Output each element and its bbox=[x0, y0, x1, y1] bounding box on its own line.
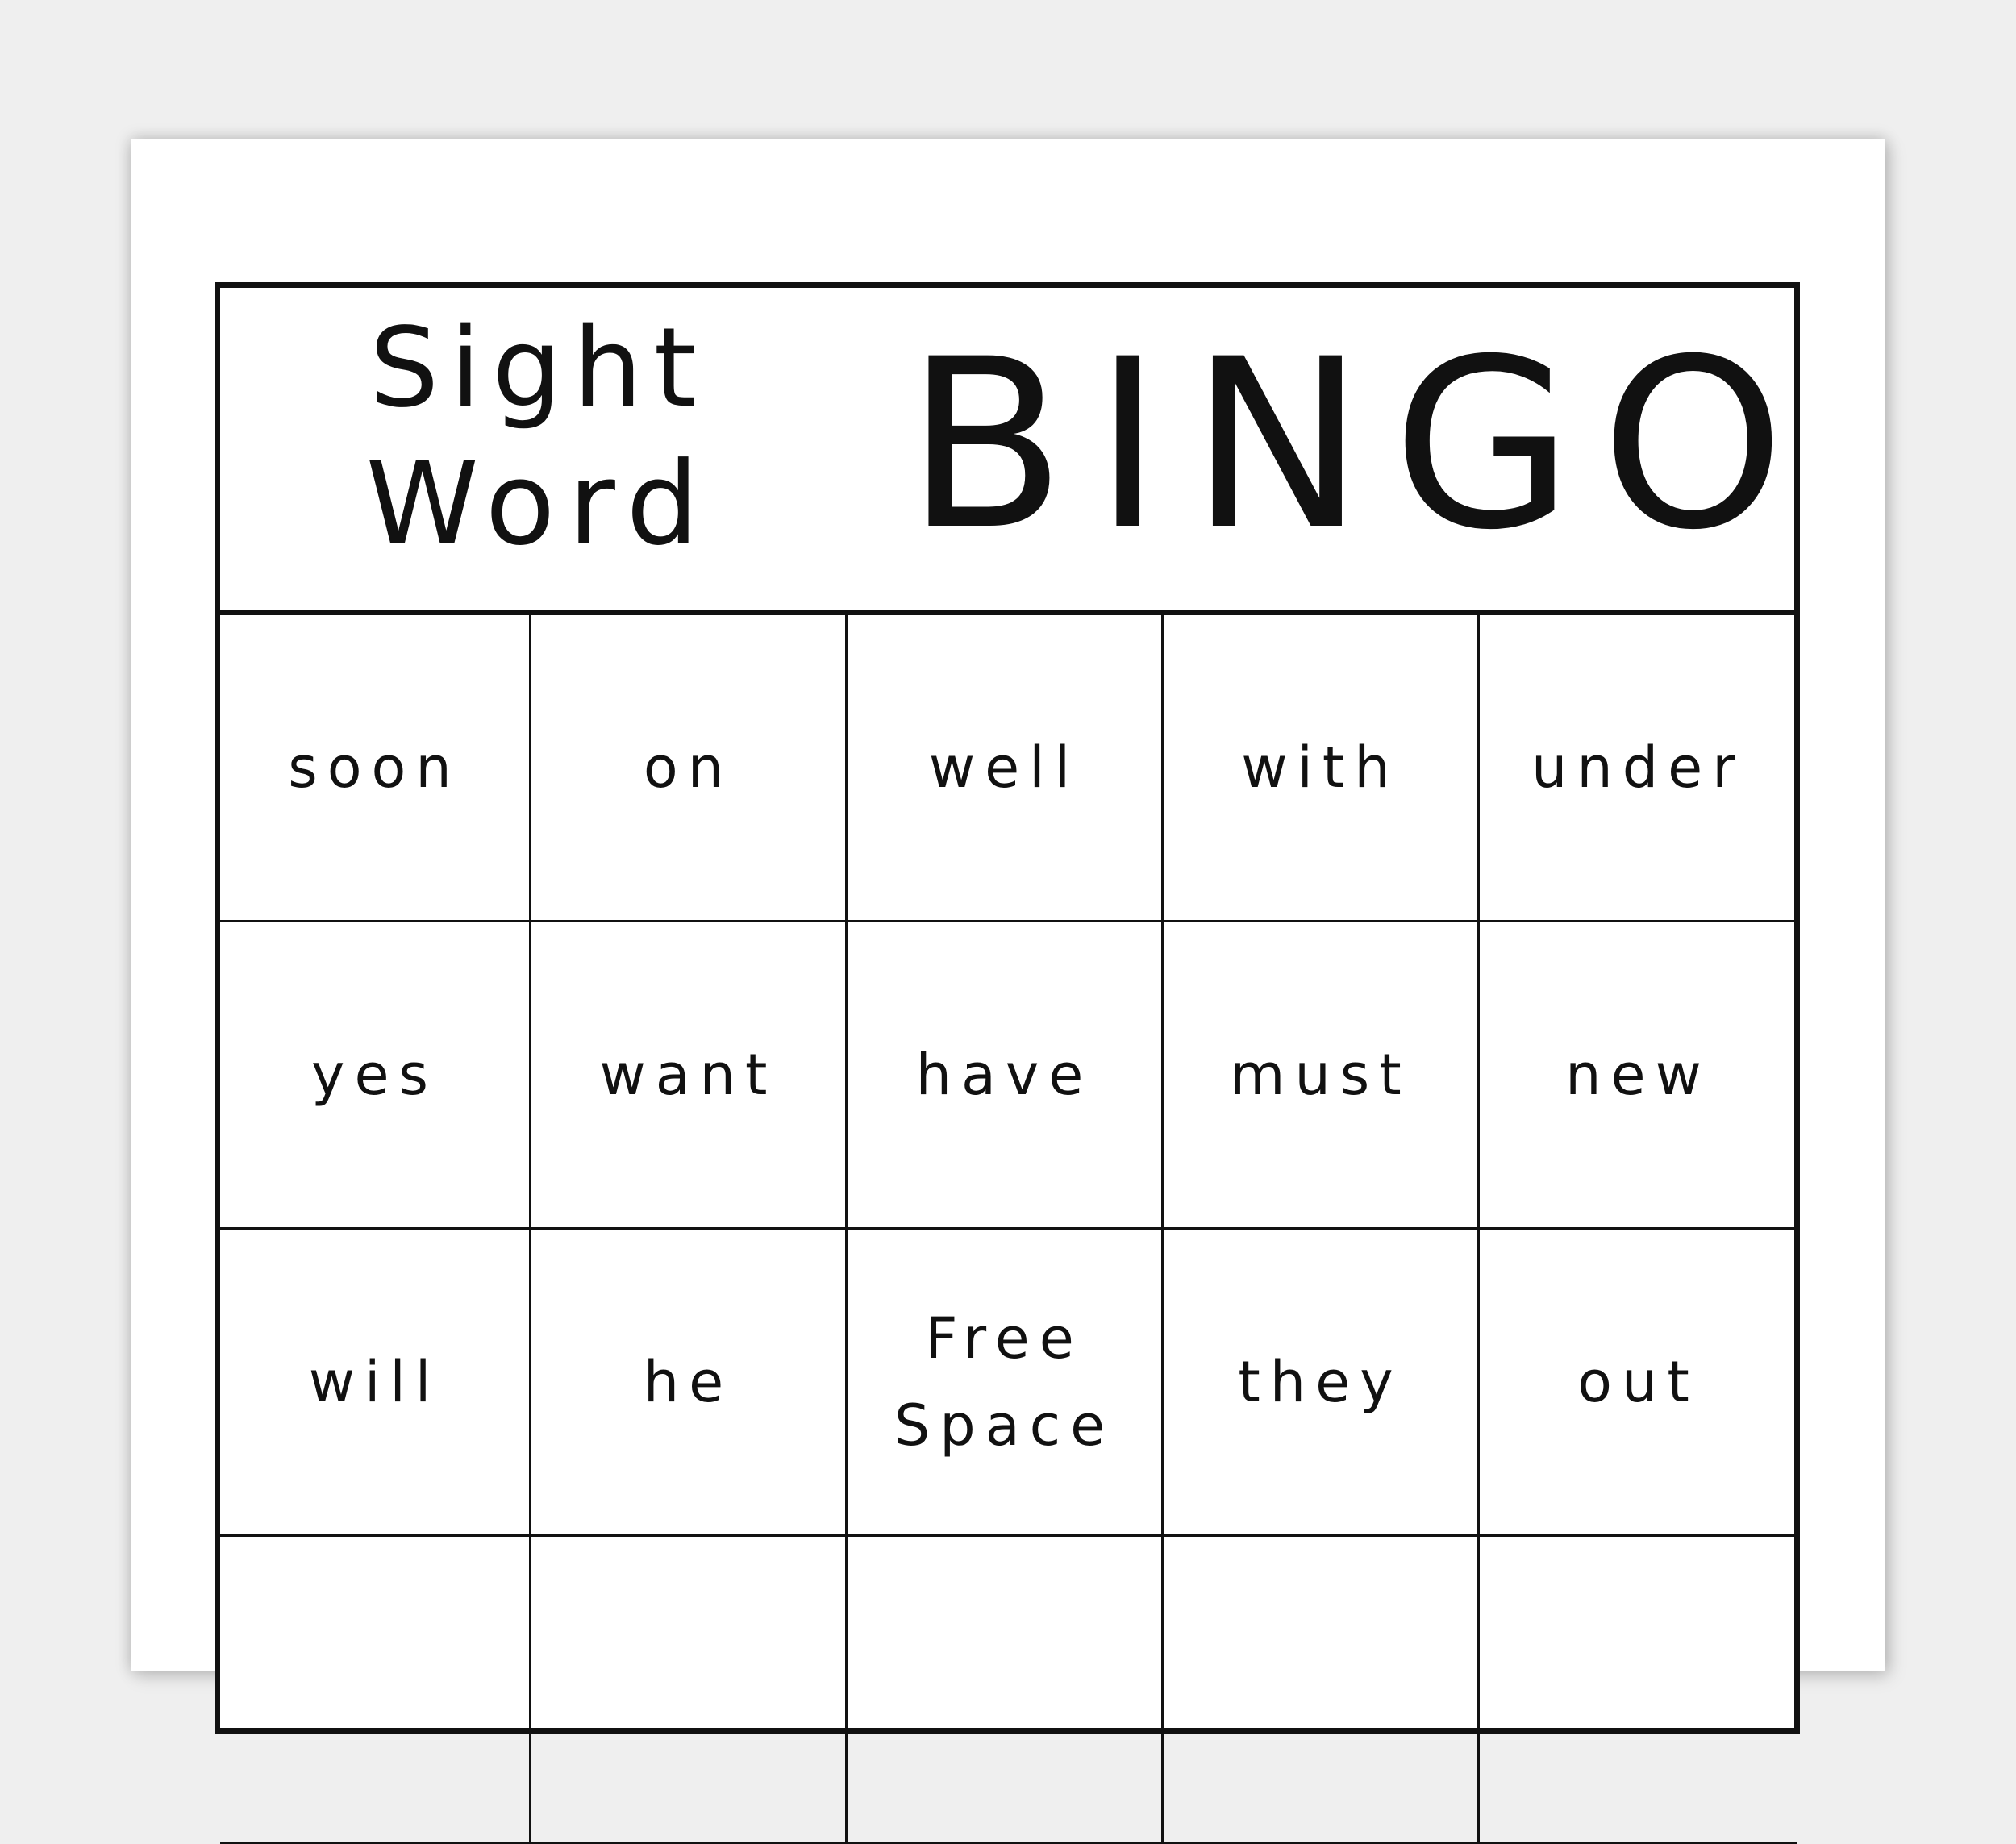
card-header bbox=[220, 288, 1813, 615]
bingo-cell[interactable] bbox=[531, 922, 848, 1230]
bingo-cell[interactable] bbox=[1480, 1537, 1797, 1844]
bingo-cell[interactable] bbox=[1164, 1537, 1480, 1844]
bingo-cell[interactable] bbox=[1480, 1230, 1797, 1537]
bingo-cell[interactable] bbox=[531, 1537, 848, 1844]
bingo-cell[interactable] bbox=[848, 922, 1164, 1230]
title-word: Word bbox=[365, 438, 712, 571]
bingo-cell-word: new bbox=[1565, 1042, 1711, 1108]
bingo-cell-word: Free Space bbox=[893, 1305, 1115, 1459]
bingo-cell-word: have bbox=[915, 1042, 1093, 1108]
bingo-cell-word: with bbox=[1241, 735, 1400, 801]
bingo-cell[interactable] bbox=[531, 1230, 848, 1537]
paper-sheet bbox=[131, 139, 1885, 1671]
bingo-cell[interactable] bbox=[848, 1537, 1164, 1844]
bingo-cell[interactable] bbox=[1480, 615, 1797, 922]
bingo-grid bbox=[220, 615, 1794, 1825]
title-bingo: BINGO bbox=[906, 310, 1813, 581]
bingo-cell[interactable] bbox=[220, 1230, 531, 1537]
bingo-cell[interactable] bbox=[848, 615, 1164, 922]
bingo-cell[interactable] bbox=[1480, 922, 1797, 1230]
bingo-cell[interactable] bbox=[1164, 615, 1480, 922]
bingo-cell[interactable] bbox=[848, 1230, 1164, 1537]
bingo-cell-word: they bbox=[1238, 1349, 1403, 1415]
bingo-cell[interactable] bbox=[1164, 1230, 1480, 1537]
bingo-cell[interactable] bbox=[220, 1537, 531, 1844]
bingo-card bbox=[215, 282, 1813, 1734]
bingo-cell-word: under bbox=[1531, 735, 1745, 801]
title-sight: Sight bbox=[369, 305, 708, 432]
bingo-cell-word: yes bbox=[311, 1042, 438, 1108]
bingo-cell-word: he bbox=[643, 1349, 734, 1415]
bingo-cell-word: must bbox=[1230, 1042, 1411, 1108]
bingo-cell[interactable] bbox=[1164, 922, 1480, 1230]
bingo-cell-word: will bbox=[308, 1349, 441, 1415]
bingo-cell-word: on bbox=[643, 735, 734, 801]
bingo-cell-word: out bbox=[1577, 1349, 1699, 1415]
bingo-cell[interactable] bbox=[220, 922, 531, 1230]
bingo-cell-word: want bbox=[599, 1042, 777, 1108]
bingo-cell-word: soon bbox=[288, 735, 461, 801]
bingo-cell[interactable] bbox=[531, 615, 848, 922]
bingo-cell[interactable] bbox=[220, 615, 531, 922]
bingo-cell-word: well bbox=[928, 735, 1081, 801]
